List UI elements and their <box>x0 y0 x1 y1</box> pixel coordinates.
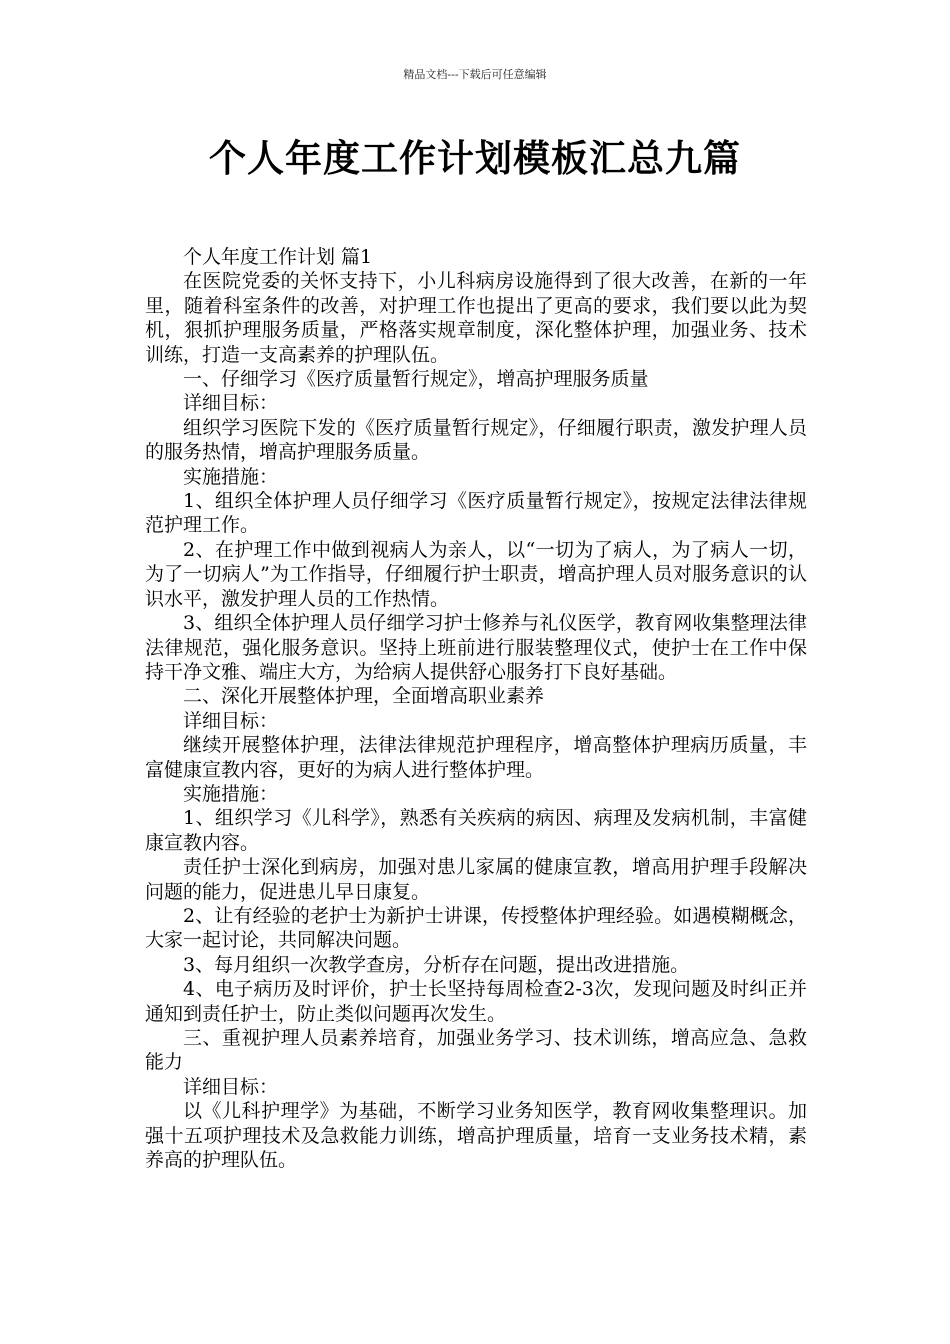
document-title: 个人年度工作计划模板汇总九篇 <box>209 136 741 180</box>
paragraph: 组织学习医院下发的《医疗质量暂行规定》，仔细履行职责，激发护理人员的服务热情，增高护理服务质量。 <box>145 416 807 464</box>
paragraph: 以《儿科护理学》为基础，不断学习业务知医学，教育网收集整理识。加强十五项护理技术及急救能力训练，增高护理质量，培育一支业务技术精，素养高的护理队伍。 <box>145 1100 807 1172</box>
paragraph: 继续开展整体护理，法律法律规范护理程序，增高整体护理病历质量，丰富健康宣教内容，更好的为病人进行整体护理。 <box>145 734 807 781</box>
document-body <box>145 245 807 1172</box>
paragraph: 2、让有经验的老护士为新护士讲课，传授整体护理经验。如遇模糊概念，大家一起讨论，共同解决问题。 <box>145 904 807 952</box>
paragraph: 详细目标： <box>183 1075 279 1098</box>
section-heading: 个人年度工作计划 篇1 <box>183 246 373 268</box>
paragraph: 责任护士深化到病房，加强对患儿家属的健康宣教，增高用护理手段解决问题的能力，促进患儿早日康复。 <box>145 856 807 903</box>
paragraph: 详细目标： <box>183 392 279 415</box>
paragraph: 2、在护理工作中做到视病人为亲人，以“一切为了病人，为了病人一切，为了一切病人”为工作指导，仔细履行护士职责，增高护理人员对服务意识的认识水平，激发护理人员的工作热情。 <box>145 538 807 610</box>
paragraph: 实施措施： <box>183 465 279 488</box>
paragraph: 实施措施： <box>183 782 279 805</box>
paragraph: 3、组织全体护理人员仔细学习护士修养与礼仪医学，教育网收集整理法律法律规范，强化服务意识。坚持上班前进行服装整理仪式，使护士在工作中保持干净文雅、端庄大方，为给病人提供舒心服务打下良好基础。 <box>145 612 807 683</box>
paragraph: 3、每月组织一次教学查房，分析存在问题，提出改进措施。 <box>183 953 690 976</box>
section-heading: 二、深化开展整体护理，全面增高职业素养 <box>183 685 545 708</box>
paragraph: 详细目标： <box>183 709 279 732</box>
paragraph: 1、组织学习《儿科学》，熟悉有关疾病的病因、病理及发病机制，丰富健康宣教内容。 <box>145 807 807 854</box>
header-note: 精品文档---下载后可任意编辑 <box>403 68 547 81</box>
section-heading: 三、重视护理人员素养培育，加强业务学习、技术训练，增高应急、急救能力 <box>145 1027 807 1074</box>
paragraph: 1、组织全体护理人员仔细学习《医疗质量暂行规定》，按规定法律法律规范护理工作。 <box>145 490 807 537</box>
paragraph: 4、电子病历及时评价，护士长坚持每周检查2-3次，发现问题及时纠正并通知到责任护士，防止类似问题再次发生。 <box>145 978 807 1025</box>
paragraph: 在医院党委的关怀支持下，小儿科病房设施得到了很大改善，在新的一年里，随着科室条件的改善，对护理工作也提出了更高的要求，我们要以此为契机，狠抓护理服务质量，严格落实规章制度，深化整体护理，加强业务、技术训练，打造一支高素养的护理队伍。 <box>145 270 807 366</box>
section-heading: 一、仔细学习《医疗质量暂行规定》，增高护理服务质量 <box>183 368 649 391</box>
